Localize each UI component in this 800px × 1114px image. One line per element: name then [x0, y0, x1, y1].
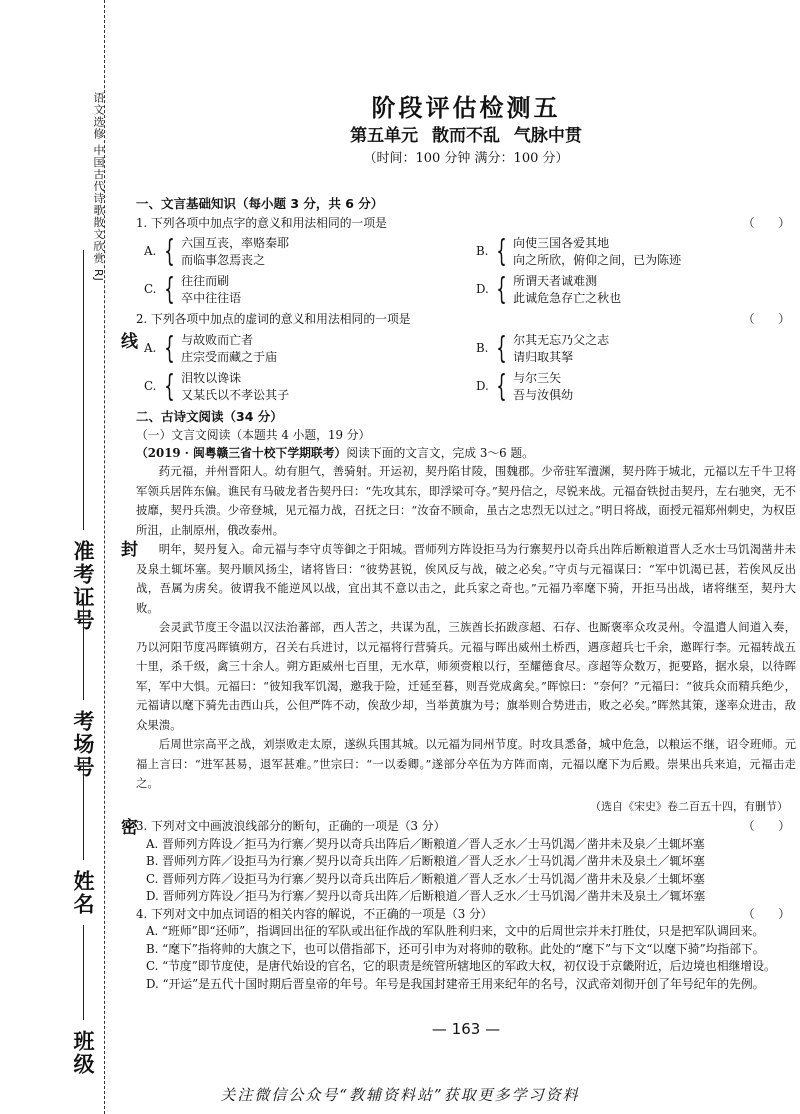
option-d[interactable]: D. { 所谓天者诚难测 此诚危急存亡之秋也: [476, 272, 622, 307]
passage-paragraph: 明年，契丹复入。命元福与李守贞等御之于阳城。晋师列方阵设拒马为行寨契丹以奇兵出阵后断粮道晋人乏水士马饥渴凿井未及泉土辄坏塞。契丹顺风扬尘，诸将皆曰：“彼势甚锐，俟风反与战，破之必矣。”守贞与元福谋曰：“军中饥渴已甚，若俟风反出战，吾属为虏矣。彼谓我不能逆风以战，宜出其不意以击之，此兵家之奇也。”元福乃率麾下骑，开拒马出战，诸将继至，契丹大败。: [136, 542, 796, 615]
question-2-options: [144, 330, 796, 406]
question-4: [136, 906, 796, 924]
exam-page: [136, 0, 796, 1114]
answer-bracket[interactable]: （ ）: [742, 906, 790, 921]
exam-room-label: 考场号: [71, 710, 95, 779]
series-label: 语文选修 中国古代诗歌散文欣赏 RJ: [92, 92, 105, 282]
option-c[interactable]: C. “节度”即节度使，是唐代始设的官名，它的职责是统管所辖地区的军政大权，初仅设于京畿附近，后边境也相继增设。: [146, 959, 776, 973]
question-3-stem: 3. 下列对文中画波浪线部分的断句，正确的一项是（3 分）: [136, 819, 446, 833]
cut-mark-mi: 密: [115, 818, 140, 835]
page-number: — 163 —: [431, 1020, 501, 1038]
option-c[interactable]: C. 晋师列方阵／设拒马为行寨／契丹以奇兵出阵后／断粮道／晋人乏水／士马饥渴／凿井未及泉／土辄坏塞: [146, 871, 705, 886]
passage-paragraph: 会灵武节度王令温以汉法治蕃部，西人苦之，共谋为乱，三族酋长拓跋彦超、石存、也厮褒率众攻灵州。令温遣人间道入奏，乃以河阳节度冯晖镇朔方，召关右兵进讨，以元福将行营骑兵。元福与晖出威州土桥西，遇彦超兵七千余，邀晖行李。元福转战五十里，杀千级，禽三十余人。朔方距威州七百里，无水草，师须赍粮以行，至耀德食尽。彦超等众数万，扼要路，据水泉，以待晖军，军中大惧。元福曰：“彼知我军饥渴，邀我于险，迁延至暮，则吾党成禽矣。”晖惊曰：“奈何？”元福曰：“彼兵众而精兵绝少，元福请以麾下骑先击西山兵，公但严阵不动，俟敌少却，当举黄旗为号；旗举则合势进击，败之必矣。”晖然其策，遂率众进击，敌众果溃。: [136, 620, 796, 732]
class-label: 班级: [71, 1030, 95, 1076]
option-b[interactable]: B. { 尔其无忘乃父之志 请归取其拏: [476, 330, 610, 366]
passage-intro: （2019 · 闽粤赣三省十校下学期联考）阅读下面的文言文，完成 3～6 题。: [136, 445, 534, 460]
question-1: [136, 215, 796, 233]
cut-mark-xian: 线: [115, 332, 140, 349]
passage-paragraph: 后周世宗高平之战，刘崇败走太原，遂纵兵围其城。以元福为同州节度。时攻具悉备，城中危急，以粮运不继，诏令班师。元福上言曰：“进军甚易，退军甚难。”世宗曰：“一以委卿。”遂部分卒伍为方阵而南，元福以麾下为后殿。崇果出兵来追，元福击走之。: [136, 737, 796, 790]
section1-heading: 一、文言基础知识（每小题 3 分，共 6 分）: [136, 196, 384, 211]
question-2: [136, 311, 796, 329]
option-c[interactable]: C. { 往往而刷 卒中往往语: [144, 272, 242, 307]
option-d[interactable]: D. { 与尔三矢 吾与汝俱幼: [476, 368, 574, 404]
page-title: 阶段评估检测五: [371, 93, 561, 122]
class-field[interactable]: [83, 925, 84, 1020]
name-field[interactable]: [83, 760, 84, 860]
question-1-options: [144, 233, 796, 309]
answer-bracket[interactable]: （ ）: [742, 215, 790, 230]
exam-room-field[interactable]: [83, 600, 84, 700]
question-4-stem: 4. 下列对文中加点词语的相关内容的解说，不正确的一项是（3 分）: [136, 906, 493, 921]
option-c[interactable]: C. { 泪牧以谗诛 又某氏以不孝讼其子: [144, 368, 290, 404]
name-label: 姓名: [71, 870, 95, 916]
answer-bracket[interactable]: （ ）: [742, 819, 790, 833]
section2-heading: 二、古诗文阅读（34 分）: [136, 408, 283, 424]
source-exam: （2019 · 闽粤赣三省十校下学期联考）: [136, 445, 347, 460]
passage-source: （选自《宋史》卷二百五十四，有删节）: [590, 799, 788, 813]
option-a[interactable]: A. “班师”即“还师”，指调回出征的军队或出征作战的军队胜利归来，文中的后周世宗并未打胜仗，只是把军队调回来。: [146, 924, 765, 938]
question-3: [136, 818, 796, 836]
option-a[interactable]: A. { 六国互丧，率赂秦耶 而临事忽焉丧之: [144, 234, 290, 269]
option-a[interactable]: A. 晋师列方阵设／拒马为行寨／契丹以奇兵出阵后／断粮道／晋人乏水／士马饥渴／凿井未及泉／土辄坏塞: [146, 836, 705, 851]
question-1-stem: 1. 下列各项中加点字的意义和用法相同的一项是: [136, 215, 387, 230]
question-2-stem: 2. 下列各项中加点的虚词的意义和用法相同的一项是: [136, 312, 411, 326]
answer-bracket[interactable]: （ ）: [742, 312, 790, 326]
admission-number-field[interactable]: [83, 250, 84, 530]
option-b[interactable]: B. “麾下”指将帅的大旗之下，也可以借指部下，还可引申为对将帅的敬称。此处的“麾下”与下文“以麾下骑”均指部下。: [146, 941, 765, 956]
admission-number-label: 准考证号: [71, 540, 95, 632]
option-d[interactable]: D. “开运”是五代十国时期后晋皇帝的年号。年号是我国封建帝王用来纪年的名号，汉武帝刘彻开创了年号纪年的先例。: [146, 976, 765, 991]
subsection-heading: （一）文言文阅读（本题共 4 小题，19 分）: [136, 428, 371, 442]
footer-note: 关注微信公众号“教辅资料站”获取更多学习资料: [220, 1086, 580, 1104]
option-b[interactable]: B. { 向使三国各爱其地 向之所欣，俯仰之间，已为陈迹: [476, 234, 682, 269]
passage-paragraph: 药元福，并州晋阳人。幼有胆气，善骑射。开运初，契丹陷甘陵，围魏郡。少帝驻军澶渊，契丹阵于城北，元福以左千牛卫将军领兵居阵东偏。谯民有马破龙者告契丹曰：“先攻其东，即浮梁可夺。”契丹信之，尽锐来战。元福奋铁挝击契丹，左右驰突，无不披靡，契丹兵溃。少帝登城，见元福力战，召抚之曰：“汝奋不顾命，虽古之忠烈无以过之。”明日将战，面授元福郑州刺史，为权臣所沮，止制原州，俄改泰州。: [136, 464, 796, 537]
option-a[interactable]: A. { 与故败而亡者 庄宗受而藏之于庙: [144, 330, 278, 366]
exam-content: [136, 193, 796, 993]
option-d[interactable]: D. 晋师列方阵设／拒马为行寨／契丹以奇兵出阵／后断粮道／晋人乏水／士马饥渴／凿井未及泉土／辄坏塞: [146, 889, 706, 903]
time-info: （时间：100 分钟 满分：100 分）: [363, 151, 569, 166]
cut-mark-feng: 封: [115, 540, 140, 557]
option-b[interactable]: B. 晋师列方阵／设拒马为行寨／契丹以奇兵出阵／后断粮道／晋人乏水／士马饥渴／凿井未及泉土／辄坏塞: [146, 854, 705, 868]
unit-subtitle: 第五单元 散而不乱 气脉中贯: [350, 126, 582, 146]
